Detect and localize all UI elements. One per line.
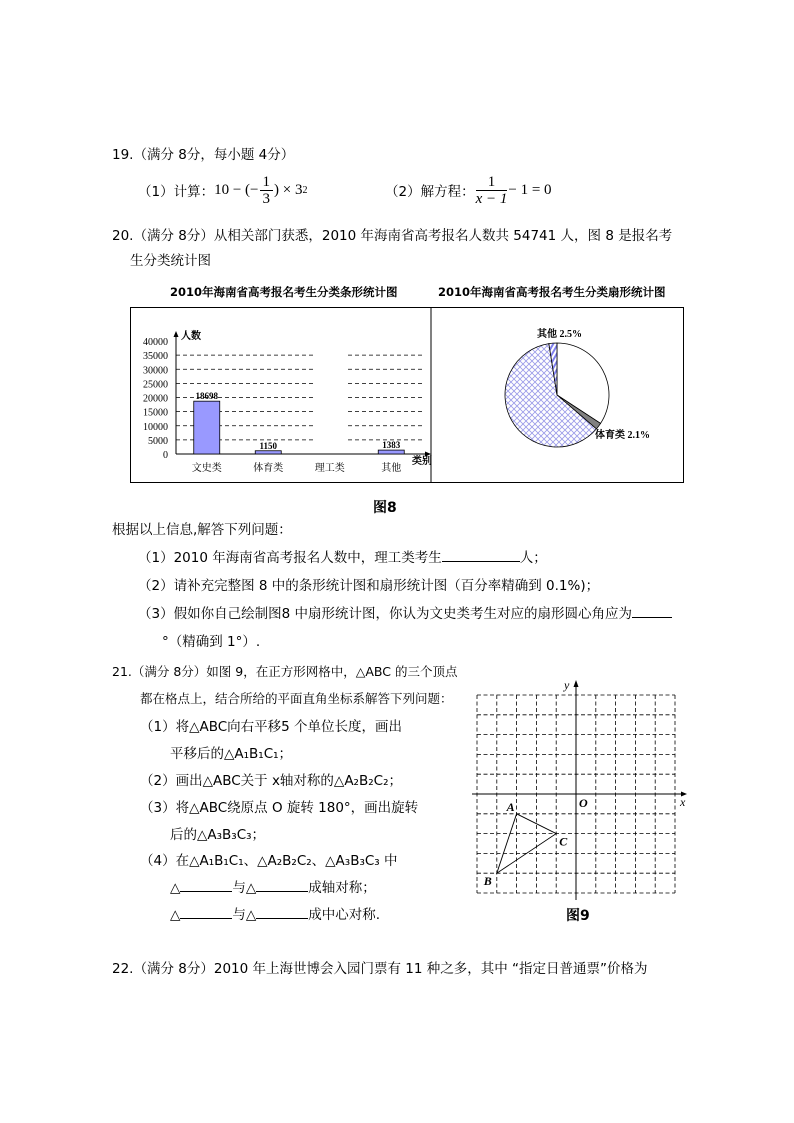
triangle-symbol: △ [170,907,181,923]
vertex-label: C [559,834,568,849]
q19-part1-label: （1）计算： [138,184,215,200]
bar [378,450,404,454]
q19-part2-label: （2）解方程： [385,184,475,200]
denominator: x − 1 [475,190,508,207]
q21-part4-center [170,903,380,923]
bar [255,451,281,454]
triangle-symbol: △ [170,880,181,896]
y-axis-arrow [174,331,179,337]
bar [194,401,220,454]
slice-label: 其他 2.5% [537,329,582,340]
x-tick-label: 文史类 [191,463,222,474]
q20-line1: 20.（满分 8分）从相关部门获悉，2010 年海南省高考报名人数共 54741 人，图 8 是报名考 [112,228,673,244]
vertex-label: B [483,874,492,889]
y-tick-label: 30000 [143,365,168,377]
q20-part1-unit: 人； [519,550,547,566]
y-axis-label: y [564,678,570,692]
q20-part2: （2）请补充完整图 8 中的条形统计图和扇形统计图（百分率精确到 0.1%)； [138,578,600,594]
q21-part3-cont: 后的△A₃B₃C₃； [170,827,266,843]
x-axis-label: x [680,795,686,809]
q20-line2: 生分类统计图 [130,253,211,269]
figure9-caption: 图9 [566,908,590,924]
numerator: 1 [260,174,274,191]
x-axis-label: 类别 [412,456,432,467]
origin-label: O [579,796,588,810]
y-tick-label: 5000 [148,435,168,447]
suffix: 成中心对称. [308,907,381,923]
pie-chart-title: 2010年海南省高考报名考生分类扇形统计图 [438,285,666,299]
q19-part1-b: ) × 3 [274,181,303,198]
pie-chart [505,327,650,447]
q21-part3: （3）将△ABC绕原点 O 旋转 180°，画出旋转 [140,800,419,816]
y-axis-label: 人数 [181,331,201,342]
data-label: 1150 [259,440,278,451]
answer-blank[interactable] [180,878,232,892]
suffix: 成轴对称； [308,880,376,896]
coordinate-grid [472,678,687,900]
figure8-charts [130,307,685,484]
q20-intro: 根据以上信息,解答下列问题： [112,522,292,538]
connector: 与△ [232,880,257,896]
data-label: 18698 [195,391,218,402]
answer-blank[interactable] [256,905,308,919]
exponent: 2 [302,184,308,196]
q21-line2: 都在格点上，结合所给的平面直角坐标系解答下列问题： [140,691,453,706]
answer-blank[interactable] [442,548,520,562]
y-tick-label: 15000 [143,407,168,419]
q19-part2-rest: − 1 = 0 [508,181,552,198]
q19-part1-fraction [260,174,274,207]
q19-header: 19.（满分 8分，每小题 4分） [112,147,295,163]
x-tick-label: 其他 [381,463,402,474]
q19-part2 [385,170,552,210]
vertex-label: A [506,799,515,814]
q21-part4: （4）在△A₁B₁C₁、△A₂B₂C₂、△A₃B₃C₃ 中 [140,853,398,869]
q21-part2: （2）画出△ABC关于 x轴对称的△A₂B₂C₂； [140,773,402,789]
y-tick-label: 20000 [143,393,168,405]
answer-blank[interactable] [256,878,308,892]
q21-part1: （1）将△ABC向右平移5 个单位长度，画出 [140,719,403,735]
q19-part1-a: 10 − (− [214,181,259,198]
answer-blank[interactable] [180,905,232,919]
y-tick-label: 0 [163,450,168,461]
answer-blank[interactable] [632,604,672,618]
q20-part3 [138,602,672,622]
q21-part1-cont: 平移后的△A₁B₁C₁； [170,746,293,762]
triangle-abc [497,814,556,873]
q21-line1: 21.（满分 8分）如图 9，在正方形网格中，△ABC 的三个顶点 [112,664,458,679]
q20-part1-text: （1）2010 年海南省高考报名人数中，理工类考生 [138,550,442,566]
denominator: 3 [262,190,271,207]
q19-part2-fraction [476,174,508,207]
figure8-caption: 图8 [373,500,397,516]
q21-part4-axis [170,876,376,896]
y-tick-label: 10000 [143,421,168,433]
bar-chart [143,329,432,474]
q22-line1: 22.（满分 8分）2010 年上海世博会入园门票有 11 种之多，其中 “指定日普通票”价格为 [112,961,648,977]
y-tick-label: 35000 [143,351,168,363]
bar-chart-title: 2010年海南省高考报名考生分类条形统计图 [170,285,398,299]
q20-part3-text: （3）假如你自己绘制图8 中扇形统计图，你认为文史类考生对应的扇形圆心角应为 [138,606,632,622]
q20-part1 [138,546,547,566]
data-label: 1383 [382,440,401,451]
q19-part1 [138,170,307,210]
y-axis-arrow [574,680,579,687]
figure9-grid [465,675,695,900]
q20-part3-cont: °（精确到 1°）. [162,634,261,650]
connector: 与△ [232,907,257,923]
slice-label: 体育类 2.1% [595,430,650,441]
x-tick-label: 理工类 [314,463,345,474]
x-tick-label: 体育类 [253,463,284,474]
y-tick-label: 40000 [143,337,168,348]
numerator: 1 [476,174,508,191]
y-tick-label: 25000 [143,379,168,391]
